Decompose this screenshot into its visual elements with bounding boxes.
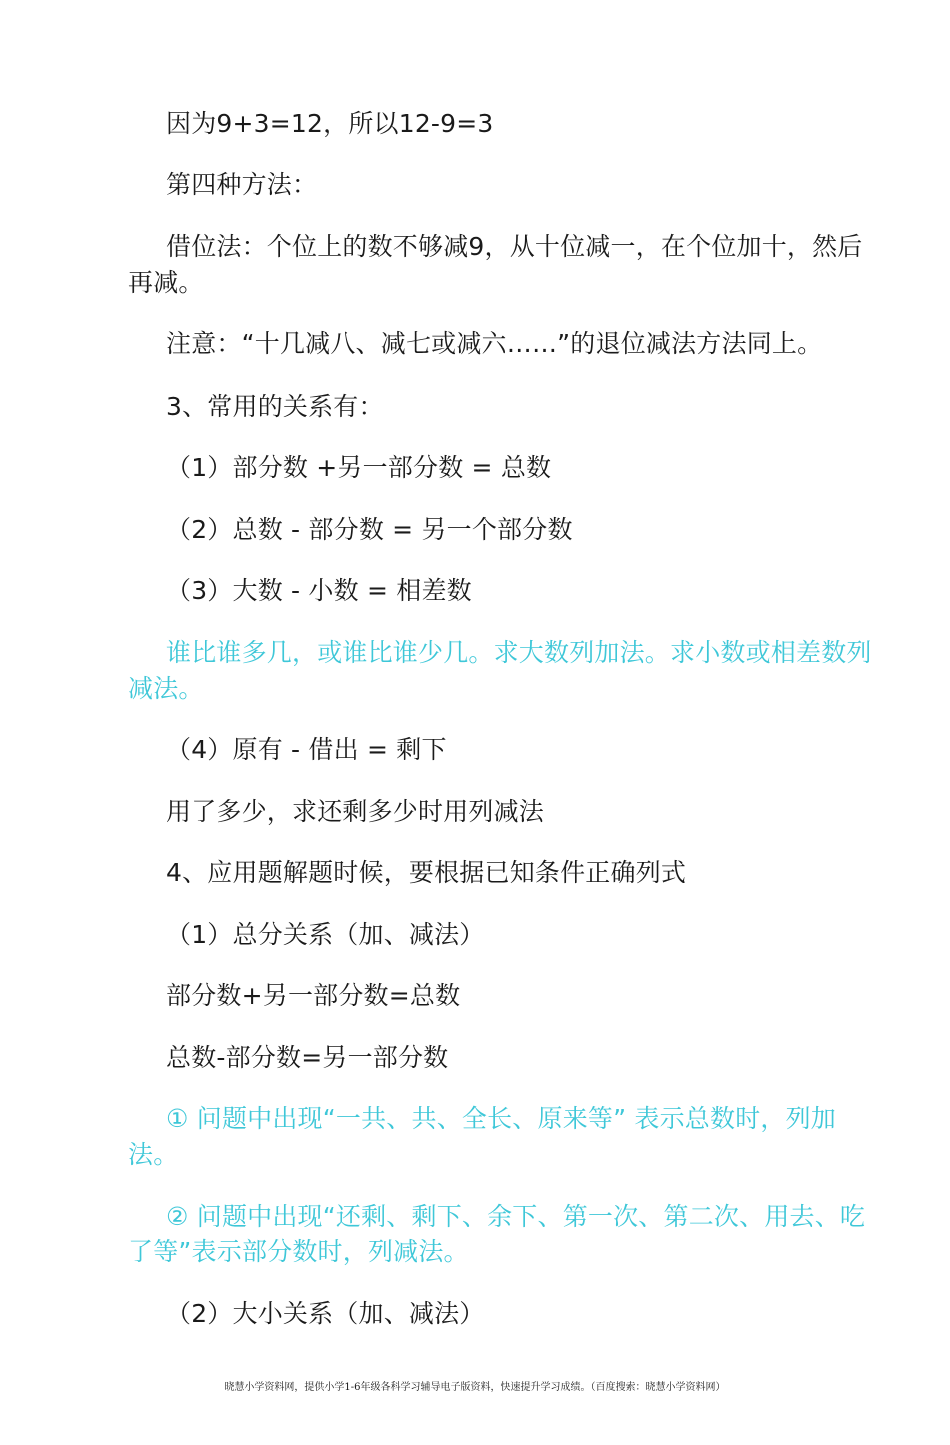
text-line: （1）总分关系（加、减法） xyxy=(166,920,485,949)
text-line: （1）部分数 +另一部分数 = 总数 xyxy=(166,453,552,482)
text-line: 再减。 xyxy=(128,268,204,297)
page-footer: 晓慧小学资料网，提供小学1-6年级各科学习辅导电子版资料，快速提升学习成绩。（百度搜索：晓慧小学资料网） xyxy=(224,1382,726,1393)
highlight-line: 减法。 xyxy=(128,674,204,703)
highlight-line: ② 问题中出现“还剩、剩下、余下、第一次、第二次、用去、吃 xyxy=(166,1202,866,1231)
text-line: （3）大数 - 小数 = 相差数 xyxy=(166,576,472,605)
section-heading: 4、应用题解题时候，要根据已知条件正确列式 xyxy=(166,858,687,887)
section-heading: 3、常用的关系有： xyxy=(166,392,384,421)
text-line: 第四种方法： xyxy=(166,170,318,199)
text-line: 因为9+3=12，所以12-9=3 xyxy=(166,109,494,138)
highlight-line: 谁比谁多几，或谁比谁少几。求大数列加法。求小数或相差数列 xyxy=(166,638,872,667)
highlight-line: 了等”表示部分数时，列减法。 xyxy=(128,1237,469,1266)
highlight-line: 法。 xyxy=(128,1140,179,1169)
text-line: 借位法：个位上的数不够减9，从十位减一，在个位加十，然后 xyxy=(166,232,863,261)
text-line: （2）总数 - 部分数 = 另一个部分数 xyxy=(166,515,573,544)
text-line: 注意：“十几减八、减七或减六……”的退位减法方法同上。 xyxy=(166,329,823,358)
text-line: （2）大小关系（加、减法） xyxy=(166,1299,485,1328)
text-line: 总数-部分数=另一部分数 xyxy=(166,1043,449,1072)
text-line: （4）原有 - 借出 = 剩下 xyxy=(166,735,447,764)
text-line: 部分数+另一部分数=总数 xyxy=(166,981,461,1010)
highlight-line: ① 问题中出现“一共、共、全长、原来等” 表示总数时，列加 xyxy=(166,1104,837,1133)
text-line: 用了多少，求还剩多少时用列减法 xyxy=(166,797,545,826)
